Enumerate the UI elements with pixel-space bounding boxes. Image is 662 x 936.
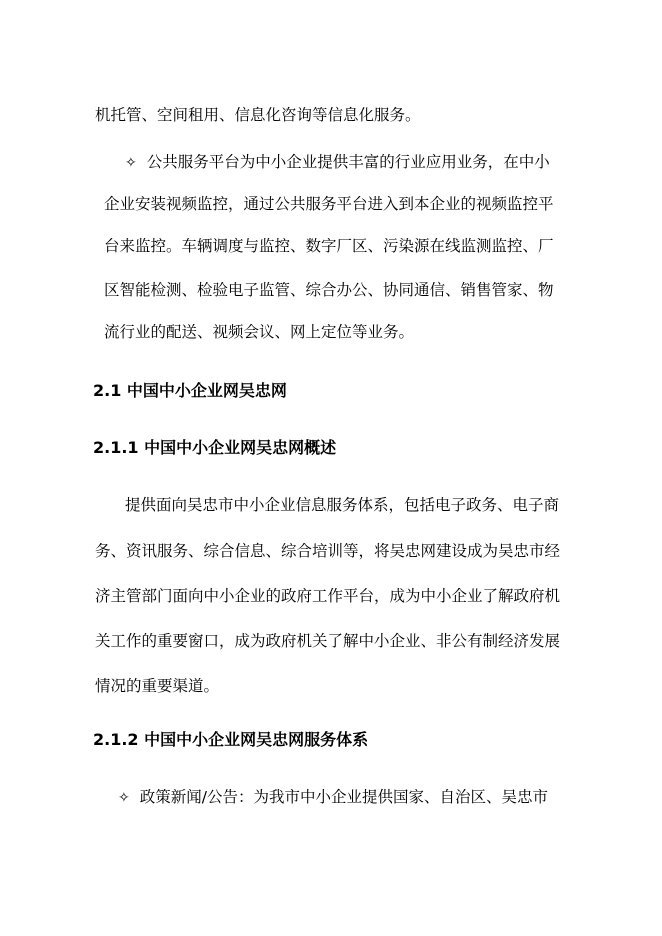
platform-line-2: 企业安装视频监控，通过公共服务平台进入到本企业的视频监控平 bbox=[104, 195, 554, 213]
platform-text-1: 公共服务平台为中小企业提供丰富的行业应用业务，在中小 bbox=[146, 153, 550, 171]
platform-bullet-line-1 bbox=[125, 152, 550, 173]
overview-line-3: 济主管部门面向中小企业的政府工作平台，成为中小企业了解政府机 bbox=[95, 587, 561, 605]
overview-line-2: 务、资讯服务、综合信息、综合培训等，将吴忠网建设成为吴忠市经 bbox=[95, 542, 561, 560]
diamond-bullet-icon: ✧ bbox=[125, 155, 137, 171]
service-bullet-text: 政策新闻/公告：为我市中小企业提供国家、自治区、吴忠市 bbox=[139, 788, 548, 806]
section-2-1-1-title: 2.1.1 中国中小企业网吴忠网概述 bbox=[93, 438, 337, 457]
platform-line-3: 台来监控。车辆调度与监控、数字厂区、污染源在线监测监控、厂 bbox=[104, 237, 554, 255]
diamond-bullet-icon: ✧ bbox=[118, 790, 130, 806]
platform-line-4: 区智能检测、检验电子监管、综合办公、协同通信、销售管家、物 bbox=[104, 281, 554, 299]
overview-line-5: 情况的重要渠道。 bbox=[95, 677, 220, 695]
platform-line-5: 流行业的配送、视频会议、网上定位等业务。 bbox=[104, 323, 415, 341]
intro-tail-line: 机托管、空间租用、信息化咨询等信息化服务。 bbox=[95, 106, 421, 124]
overview-line-4: 关工作的重要窗口，成为政府机关了解中小企业、非公有制经济发展 bbox=[95, 632, 561, 650]
section-2-1-2-title: 2.1.2 中国中小企业网吴忠网服务体系 bbox=[93, 730, 369, 749]
service-bullet-line bbox=[118, 787, 548, 808]
overview-line-1: 提供面向吴忠市中小企业信息服务体系，包括电子政务、电子商 bbox=[125, 496, 560, 514]
section-2-1-title: 2.1 中国中小企业网吴忠网 bbox=[93, 381, 287, 400]
